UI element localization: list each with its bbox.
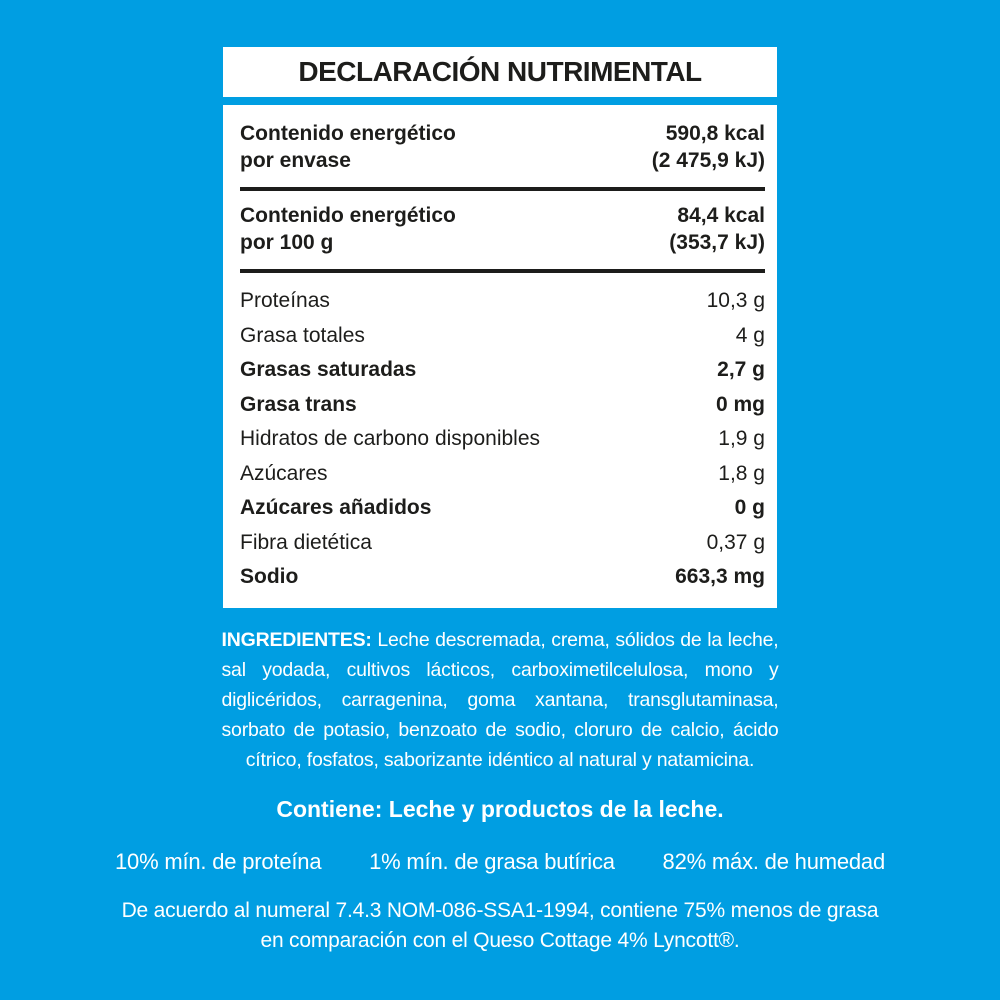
section-divider [240, 187, 765, 191]
energy-per-100g-value [669, 202, 765, 256]
nutrient-row [240, 560, 765, 595]
energy-label-line2: por envase [240, 149, 351, 172]
claim-protein: 10% mín. de proteína [115, 848, 322, 874]
nutrient-row [240, 388, 765, 423]
nutrient-name: Azúcares añadidos [240, 496, 432, 520]
nutrient-row [240, 319, 765, 354]
energy-value-kcal: 590,8 kcal [665, 122, 765, 145]
energy-per-package-value [652, 120, 765, 174]
nutrient-value: 2,7 g [717, 358, 765, 382]
energy-per-package-label [240, 120, 456, 174]
nutrient-value: 1,8 g [718, 461, 765, 485]
ingredients-text: Leche descremada, crema, sólidos de la leche, sal yodada, cultivos lácticos, carboximetilcelulosa, mono y diglicéridos, carragenina, goma xantana, transglutaminasa, sorbato de potasio, benzoato de sodio, cloruro de calcio, ácido cítrico, fosfatos, saborizante idéntico al natural y natamicina. [221, 628, 779, 771]
nutrient-row [240, 526, 765, 561]
nutrient-value: 10,3 g [706, 289, 765, 313]
nutrient-value: 0,37 g [706, 530, 765, 554]
nutrient-value: 0 mg [715, 392, 765, 416]
energy-label-line1: Contenido energético [240, 122, 456, 145]
nutrient-row [240, 353, 765, 388]
energy-per-100g-label [240, 202, 456, 256]
ingredients-label: INGREDIENTES: [221, 628, 372, 651]
nutrient-name: Grasas saturadas [240, 358, 417, 382]
nutrient-name: Fibra dietética [240, 530, 372, 554]
nutrition-table-panel [223, 105, 777, 608]
claim-moisture: 82% máx. de humedad [662, 848, 885, 874]
nutrient-name: Grasa totales [240, 323, 365, 347]
energy-per-package-row [240, 120, 765, 174]
ingredients-paragraph [222, 625, 779, 775]
nutrient-rows [240, 284, 765, 595]
nutrient-row [240, 491, 765, 526]
energy-value-kj: (2 475,9 kJ) [651, 149, 765, 172]
nutrient-name: Grasa trans [240, 392, 357, 416]
nutrient-value: 4 g [735, 323, 765, 347]
title-panel [223, 47, 777, 97]
nutrient-name: Sodio [240, 565, 299, 589]
composition-claims [115, 849, 885, 875]
energy-value-kcal: 84,4 kcal [677, 204, 765, 227]
energy-per-100g-row [240, 202, 765, 256]
nutrient-value: 663,3 mg [675, 565, 765, 589]
claim-butterfat: 1% mín. de grasa butírica [369, 848, 615, 874]
nutrient-name: Hidratos de carbono disponibles [240, 427, 541, 451]
energy-label-line1: Contenido energético [240, 204, 456, 227]
page-title: DECLARACIÓN NUTRIMENTAL [298, 56, 702, 87]
allergen-statement: Contiene: Leche y productos de la leche. [276, 795, 724, 822]
section-divider [240, 269, 765, 273]
energy-label-line2: por 100 g [240, 231, 334, 254]
regulatory-statement: De acuerdo al numeral 7.4.3 NOM-086-SSA1-1994, contiene 75% menos de grasa en comparación con el Queso Cottage 4% Lyncott®. [121, 898, 879, 952]
nutrient-row [240, 422, 765, 457]
energy-value-kj: (353,7 kJ) [669, 231, 765, 254]
nutrient-row [240, 457, 765, 492]
nutrient-row [240, 284, 765, 319]
nutrient-name: Proteínas [240, 289, 330, 313]
nutrient-name: Azúcares [240, 461, 328, 485]
nutrient-value: 0 g [734, 496, 765, 520]
nutrient-value: 1,9 g [718, 427, 765, 451]
